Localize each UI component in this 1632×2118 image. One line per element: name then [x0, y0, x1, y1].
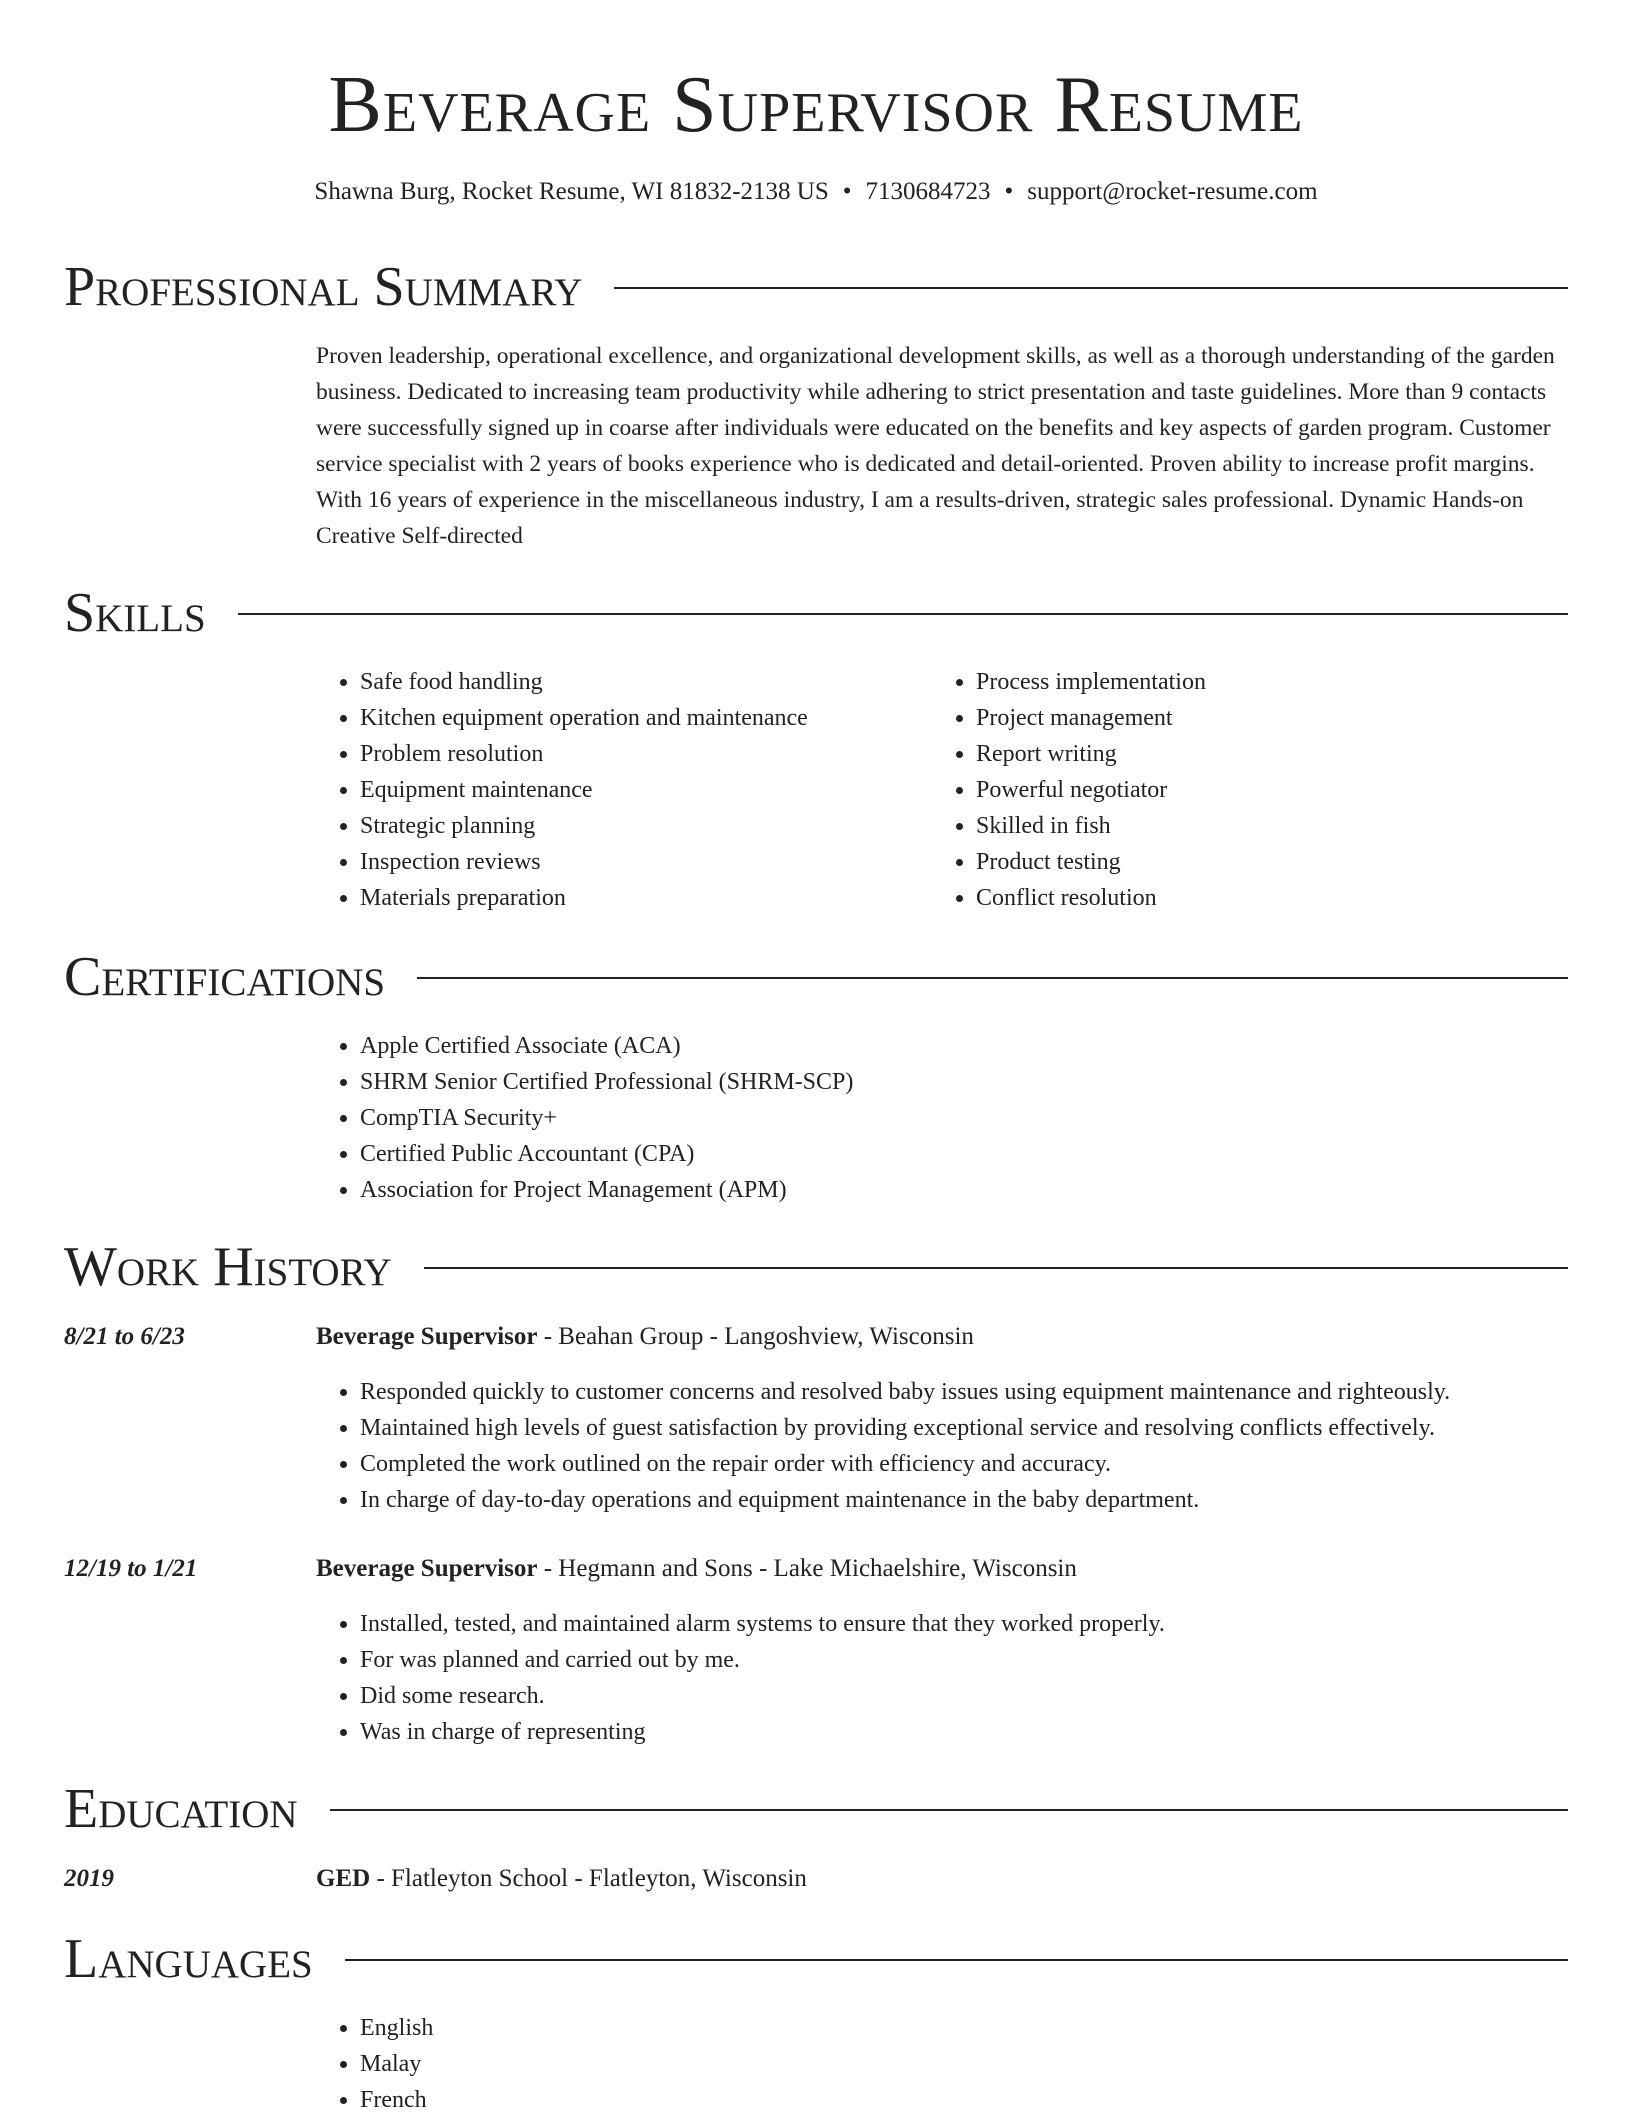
certification-item: • Association for Project Management (APM)	[360, 1172, 1560, 1208]
job-bullets	[316, 1606, 1612, 1750]
skill-item: • Conflict resolution	[976, 880, 1536, 916]
section-divider	[424, 1267, 1568, 1269]
job-dates: 12/19 to 1/21	[64, 1555, 198, 1582]
skill-item: • Problem resolution	[360, 736, 920, 772]
contact-line	[0, 175, 1632, 209]
skill-item: • Project management	[976, 700, 1536, 736]
job-bullet: • In charge of day-to-day operations and equipment maintenance in the baby department.	[360, 1482, 1612, 1518]
section-divider	[330, 1809, 1568, 1811]
section-divider	[417, 977, 1568, 979]
skill-item: • Equipment maintenance	[360, 772, 920, 808]
certification-item: • CompTIA Security+	[360, 1100, 1560, 1136]
languages-list	[316, 2010, 960, 2118]
job-bullet: • Responded quickly to customer concerns and resolved baby issues using equipment maintenance and righteously.	[360, 1374, 1612, 1410]
job-bullet: • Completed the work outlined on the repair order with efficiency and accuracy.	[360, 1446, 1612, 1482]
section-title-summary: Professional Summary	[64, 256, 583, 318]
skill-item: • Inspection reviews	[360, 844, 920, 880]
job-bullets	[316, 1374, 1612, 1518]
education-year: 2019	[64, 1865, 114, 1892]
contact-address: Shawna Burg, Rocket Resume, WI 81832-2138 US	[314, 178, 829, 205]
certification-item: • Apple Certified Associate (ACA)	[360, 1028, 1560, 1064]
section-header-summary	[64, 254, 1568, 320]
section-title-work-history: Work History	[64, 1236, 392, 1298]
job-bullet: • Installed, tested, and maintained alarm systems to ensure that they worked properly.	[360, 1606, 1612, 1642]
job-details: - Beahan Group - Langoshview, Wisconsin	[537, 1323, 974, 1350]
section-title-education: Education	[64, 1778, 298, 1840]
job-bullet: • Did some research.	[360, 1678, 1612, 1714]
section-divider	[614, 287, 1568, 289]
skill-item: • Powerful negotiator	[976, 772, 1536, 808]
job-details: - Hegmann and Sons - Lake Michaelshire, Wisconsin	[537, 1555, 1077, 1582]
skill-item: • Product testing	[976, 844, 1536, 880]
summary-text: Proven leadership, operational excellence, and organizational development skills, as well as a thorough understanding of the garden business. Dedicated to increasing team productivity while adhering to strict presentation and taste guidelines. More than 9 contacts were successfully signed up in coarse after individuals were educated on the benefits and key aspects of garden program. Customer service specialist with 2 years of books experience who is dedicated and detail-oriented. Proven ability to increase profit margins. With 16 years of experience in the miscellaneous industry, I am a results-driven, strategic sales professional. Dynamic Hands-on Creative Self-directed	[316, 343, 1555, 549]
section-header-skills	[64, 580, 1568, 646]
language-item: • English	[360, 2010, 960, 2046]
skills-list-right	[932, 664, 1536, 916]
education-degree: GED	[316, 1865, 371, 1892]
job-role: Beverage Supervisor	[316, 1323, 538, 1350]
contact-phone: 7130684723	[865, 178, 991, 205]
skills-list-left	[316, 664, 920, 916]
section-divider	[238, 613, 1568, 615]
job-title-line	[316, 1320, 974, 1354]
language-item: • Malay	[360, 2046, 960, 2082]
skill-item: • Report writing	[976, 736, 1536, 772]
skill-item: • Strategic planning	[360, 808, 920, 844]
job-role: Beverage Supervisor	[316, 1555, 538, 1582]
skill-item: • Materials preparation	[360, 880, 920, 916]
section-header-certifications	[64, 944, 1568, 1010]
skill-item: • Skilled in fish	[976, 808, 1536, 844]
language-item: • French	[360, 2082, 960, 2118]
section-title-languages: Languages	[64, 1928, 313, 1990]
section-divider	[345, 1959, 1568, 1961]
contact-email: support@rocket-resume.com	[1027, 178, 1318, 205]
section-title-certifications: Certifications	[64, 946, 386, 1008]
section-header-education	[64, 1776, 1568, 1842]
job-bullet: • Maintained high levels of guest satisfaction by providing exceptional service and resolving conflicts effectively.	[360, 1410, 1612, 1446]
certification-item: • SHRM Senior Certified Professional (SHRM-SCP)	[360, 1064, 1560, 1100]
contact-separator: •	[1004, 178, 1014, 205]
education-line	[316, 1862, 807, 1896]
section-header-work-history	[64, 1234, 1568, 1300]
skill-item: • Process implementation	[976, 664, 1536, 700]
certifications-list	[316, 1028, 1560, 1208]
section-header-languages	[64, 1926, 1568, 1992]
contact-separator: •	[842, 178, 852, 205]
skill-item: • Safe food handling	[360, 664, 920, 700]
education-details: - Flatleyton School - Flatleyton, Wisconsin	[370, 1865, 807, 1892]
job-title-line	[316, 1552, 1077, 1586]
section-title-skills: Skills	[64, 582, 206, 644]
skill-item: • Kitchen equipment operation and maintenance	[360, 700, 920, 736]
certification-item: • Certified Public Accountant (CPA)	[360, 1136, 1560, 1172]
job-bullet: • Was in charge of representing	[360, 1714, 1612, 1750]
job-bullet: • For was planned and carried out by me.	[360, 1642, 1612, 1678]
job-dates: 8/21 to 6/23	[64, 1323, 185, 1350]
page-title: Beverage Supervisor Resume	[328, 61, 1304, 149]
